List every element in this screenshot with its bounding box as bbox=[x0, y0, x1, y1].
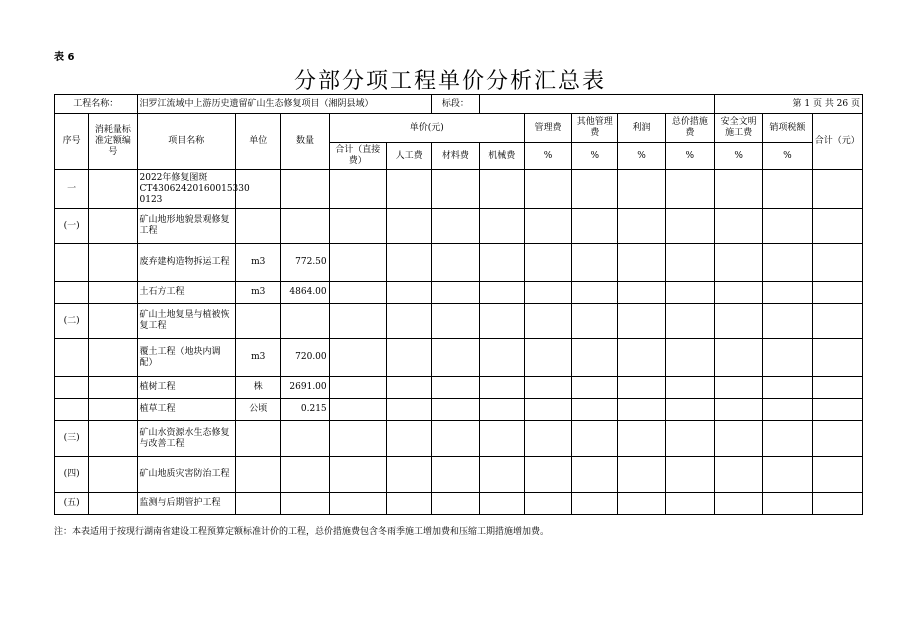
row-seq bbox=[55, 399, 89, 421]
table-row bbox=[55, 244, 863, 282]
row-empty-cell bbox=[763, 304, 812, 339]
pct-other-mgmt: % bbox=[572, 143, 618, 170]
row-seq bbox=[55, 377, 89, 399]
row-seq bbox=[55, 282, 89, 304]
row-quota-code bbox=[89, 244, 137, 282]
row-quota-code bbox=[89, 377, 137, 399]
row-empty-cell bbox=[432, 339, 479, 377]
project-name-value: 汨罗江流域中上游历史遗留矿山生态修复项目（湘阴县域） bbox=[137, 95, 432, 114]
row-empty-cell bbox=[479, 304, 524, 339]
row-quantity: 2691.00 bbox=[281, 377, 329, 399]
row-empty-cell bbox=[329, 421, 386, 457]
row-empty-cell bbox=[479, 421, 524, 457]
row-item-name: 监测与后期管护工程 bbox=[137, 493, 236, 515]
row-empty-cell bbox=[432, 282, 479, 304]
row-empty-cell bbox=[524, 209, 571, 244]
pct-profit: % bbox=[618, 143, 665, 170]
row-quantity: 0.215 bbox=[281, 399, 329, 421]
table-row bbox=[55, 399, 863, 421]
row-empty-cell bbox=[386, 457, 431, 493]
row-item-name: 2022年修复图斑CT43062420160015330 0123 bbox=[137, 170, 236, 209]
row-quota-code bbox=[89, 421, 137, 457]
row-empty-cell bbox=[665, 244, 714, 282]
header-row-1 bbox=[55, 114, 863, 143]
row-empty-cell bbox=[572, 244, 618, 282]
row-empty-cell bbox=[386, 493, 431, 515]
row-empty-cell bbox=[763, 170, 812, 209]
row-empty-cell bbox=[329, 170, 386, 209]
header-seq: 序号 bbox=[55, 114, 89, 170]
row-empty-cell bbox=[763, 377, 812, 399]
header-profit: 利润 bbox=[618, 114, 665, 143]
row-empty-cell bbox=[763, 457, 812, 493]
row-empty-cell bbox=[329, 399, 386, 421]
row-empty-cell bbox=[763, 209, 812, 244]
row-empty-cell bbox=[432, 421, 479, 457]
page-title: 分部分项工程单价分析汇总表 bbox=[293, 69, 606, 94]
row-empty-cell bbox=[524, 493, 571, 515]
row-seq: (五) bbox=[55, 493, 89, 515]
row-empty-cell bbox=[763, 421, 812, 457]
row-empty-cell bbox=[618, 304, 665, 339]
unit-price-analysis-table bbox=[54, 94, 863, 515]
row-quota-code bbox=[89, 457, 137, 493]
table-number: 表 6 bbox=[54, 52, 75, 63]
row-empty-cell bbox=[812, 209, 862, 244]
header-safety-fee: 安全文明施工费 bbox=[714, 114, 762, 143]
table-row bbox=[55, 339, 863, 377]
header-total-measure-fee: 总价措施费 bbox=[665, 114, 714, 143]
row-empty-cell bbox=[714, 457, 762, 493]
row-empty-cell bbox=[524, 244, 571, 282]
table-row bbox=[55, 493, 863, 515]
row-empty-cell bbox=[665, 457, 714, 493]
row-empty-cell bbox=[763, 339, 812, 377]
row-item-name: 矿山土地复垦与植被恢复工程 bbox=[137, 304, 236, 339]
table-row bbox=[55, 304, 863, 339]
row-empty-cell bbox=[714, 421, 762, 457]
row-quota-code bbox=[89, 399, 137, 421]
row-seq: (二) bbox=[55, 304, 89, 339]
table-row bbox=[55, 170, 863, 209]
row-empty-cell bbox=[432, 457, 479, 493]
project-name-label: 工程名称： bbox=[55, 95, 138, 114]
row-quota-code bbox=[89, 170, 137, 209]
row-quota-code bbox=[89, 339, 137, 377]
row-empty-cell bbox=[572, 493, 618, 515]
row-item-name: 植草工程 bbox=[137, 399, 236, 421]
row-empty-cell bbox=[618, 244, 665, 282]
row-empty-cell bbox=[812, 421, 862, 457]
row-empty-cell bbox=[812, 493, 862, 515]
row-empty-cell bbox=[714, 244, 762, 282]
row-empty-cell bbox=[714, 339, 762, 377]
info-row bbox=[55, 95, 863, 114]
row-empty-cell bbox=[572, 399, 618, 421]
header-material: 材料费 bbox=[432, 143, 479, 170]
row-empty-cell bbox=[572, 377, 618, 399]
row-seq: (一) bbox=[55, 209, 89, 244]
pct-vat: % bbox=[763, 143, 812, 170]
row-empty-cell bbox=[665, 209, 714, 244]
row-empty-cell bbox=[618, 282, 665, 304]
row-empty-cell bbox=[714, 493, 762, 515]
row-empty-cell bbox=[812, 304, 862, 339]
header-machine: 机械费 bbox=[479, 143, 524, 170]
row-empty-cell bbox=[714, 399, 762, 421]
row-empty-cell bbox=[329, 339, 386, 377]
row-empty-cell bbox=[329, 377, 386, 399]
row-empty-cell bbox=[572, 170, 618, 209]
row-empty-cell bbox=[572, 457, 618, 493]
row-empty-cell bbox=[432, 493, 479, 515]
row-seq bbox=[55, 339, 89, 377]
table-row bbox=[55, 209, 863, 244]
row-empty-cell bbox=[329, 244, 386, 282]
row-empty-cell bbox=[714, 170, 762, 209]
row-empty-cell bbox=[386, 304, 431, 339]
header-quantity: 数量 bbox=[281, 114, 329, 170]
section-label: 标段： bbox=[432, 95, 479, 114]
table-row bbox=[55, 457, 863, 493]
row-item-name: 废弃建构造物拆运工程 bbox=[137, 244, 236, 282]
footnote: 注：本表适用于按现行湖南省建设工程预算定额标准计价的工程，总价措施费包含冬雨季施工增加费和压缩工期措施增加费。 bbox=[54, 527, 550, 537]
row-quantity: 4864.00 bbox=[281, 282, 329, 304]
row-quota-code bbox=[89, 304, 137, 339]
row-empty-cell bbox=[665, 282, 714, 304]
row-empty-cell bbox=[763, 493, 812, 515]
row-empty-cell bbox=[665, 304, 714, 339]
pct-total-measure: % bbox=[665, 143, 714, 170]
row-quota-code bbox=[89, 493, 137, 515]
section-value bbox=[479, 95, 714, 114]
row-empty-cell bbox=[386, 339, 431, 377]
row-empty-cell bbox=[524, 339, 571, 377]
row-empty-cell bbox=[479, 209, 524, 244]
row-empty-cell bbox=[812, 282, 862, 304]
row-empty-cell bbox=[763, 399, 812, 421]
row-empty-cell bbox=[479, 170, 524, 209]
header-unit-price: 单价(元) bbox=[329, 114, 524, 143]
row-unit bbox=[236, 421, 281, 457]
row-empty-cell bbox=[386, 399, 431, 421]
row-empty-cell bbox=[479, 457, 524, 493]
row-item-name: 覆土工程（地块内调配） bbox=[137, 339, 236, 377]
row-empty-cell bbox=[329, 209, 386, 244]
header-mgmt-fee: 管理费 bbox=[524, 114, 571, 143]
row-empty-cell bbox=[763, 244, 812, 282]
row-unit bbox=[236, 493, 281, 515]
header-subtotal: 合计（直接费） bbox=[329, 143, 386, 170]
row-empty-cell bbox=[572, 339, 618, 377]
row-empty-cell bbox=[665, 170, 714, 209]
row-empty-cell bbox=[665, 399, 714, 421]
row-quantity bbox=[281, 170, 329, 209]
row-empty-cell bbox=[618, 421, 665, 457]
row-empty-cell bbox=[714, 304, 762, 339]
row-empty-cell bbox=[665, 421, 714, 457]
row-quantity: 772.50 bbox=[281, 244, 329, 282]
row-empty-cell bbox=[812, 339, 862, 377]
row-empty-cell bbox=[763, 282, 812, 304]
row-empty-cell bbox=[479, 339, 524, 377]
row-empty-cell bbox=[572, 421, 618, 457]
row-item-name: 矿山地形地貌景观修复工程 bbox=[137, 209, 236, 244]
row-empty-cell bbox=[812, 244, 862, 282]
row-empty-cell bbox=[618, 170, 665, 209]
row-empty-cell bbox=[618, 457, 665, 493]
row-empty-cell bbox=[572, 304, 618, 339]
header-total: 合计（元） bbox=[812, 114, 862, 170]
row-empty-cell bbox=[432, 304, 479, 339]
row-empty-cell bbox=[432, 170, 479, 209]
row-unit bbox=[236, 209, 281, 244]
row-item-name: 矿山水资源水生态修复与改善工程 bbox=[137, 421, 236, 457]
row-empty-cell bbox=[386, 377, 431, 399]
row-seq bbox=[55, 244, 89, 282]
page-indicator: 第 1 页 共 26 页 bbox=[714, 95, 862, 114]
row-empty-cell bbox=[432, 399, 479, 421]
row-unit: 株 bbox=[236, 377, 281, 399]
header-item-name: 项目名称 bbox=[137, 114, 236, 170]
row-empty-cell bbox=[524, 304, 571, 339]
header-unit: 单位 bbox=[236, 114, 281, 170]
pct-mgmt: % bbox=[524, 143, 571, 170]
row-empty-cell bbox=[479, 282, 524, 304]
row-empty-cell bbox=[812, 170, 862, 209]
row-empty-cell bbox=[714, 377, 762, 399]
row-empty-cell bbox=[479, 244, 524, 282]
row-empty-cell bbox=[714, 282, 762, 304]
row-empty-cell bbox=[524, 421, 571, 457]
row-empty-cell bbox=[386, 282, 431, 304]
row-unit bbox=[236, 457, 281, 493]
row-empty-cell bbox=[329, 304, 386, 339]
row-unit: m3 bbox=[236, 244, 281, 282]
row-empty-cell bbox=[665, 339, 714, 377]
row-empty-cell bbox=[329, 493, 386, 515]
header-labor: 人工费 bbox=[386, 143, 431, 170]
row-empty-cell bbox=[524, 170, 571, 209]
header-quota-code: 消耗量标准定额编号 bbox=[89, 114, 137, 170]
row-empty-cell bbox=[812, 457, 862, 493]
row-empty-cell bbox=[665, 377, 714, 399]
row-empty-cell bbox=[432, 377, 479, 399]
pct-safety: % bbox=[714, 143, 762, 170]
row-seq: (三) bbox=[55, 421, 89, 457]
table-row bbox=[55, 282, 863, 304]
row-unit: m3 bbox=[236, 282, 281, 304]
row-empty-cell bbox=[572, 282, 618, 304]
row-empty-cell bbox=[618, 377, 665, 399]
row-empty-cell bbox=[432, 244, 479, 282]
row-seq: 一 bbox=[55, 170, 89, 209]
row-quantity bbox=[281, 457, 329, 493]
row-empty-cell bbox=[524, 377, 571, 399]
row-empty-cell bbox=[524, 457, 571, 493]
header-vat: 销项税额 bbox=[763, 114, 812, 143]
row-empty-cell bbox=[386, 244, 431, 282]
row-empty-cell bbox=[572, 209, 618, 244]
row-item-name: 矿山地质灾害防治工程 bbox=[137, 457, 236, 493]
row-empty-cell bbox=[618, 339, 665, 377]
row-empty-cell bbox=[812, 377, 862, 399]
row-empty-cell bbox=[329, 457, 386, 493]
row-unit: 公顷 bbox=[236, 399, 281, 421]
row-item-name: 土石方工程 bbox=[137, 282, 236, 304]
row-quota-code bbox=[89, 209, 137, 244]
row-empty-cell bbox=[479, 377, 524, 399]
row-quantity bbox=[281, 209, 329, 244]
row-empty-cell bbox=[432, 209, 479, 244]
row-empty-cell bbox=[524, 399, 571, 421]
row-empty-cell bbox=[665, 493, 714, 515]
row-quantity bbox=[281, 304, 329, 339]
row-item-name: 植树工程 bbox=[137, 377, 236, 399]
row-empty-cell bbox=[479, 493, 524, 515]
row-empty-cell bbox=[618, 493, 665, 515]
row-empty-cell bbox=[479, 399, 524, 421]
row-empty-cell bbox=[386, 170, 431, 209]
row-empty-cell bbox=[812, 399, 862, 421]
row-seq: (四) bbox=[55, 457, 89, 493]
row-empty-cell bbox=[618, 209, 665, 244]
row-unit: m3 bbox=[236, 339, 281, 377]
row-quantity bbox=[281, 421, 329, 457]
row-quantity bbox=[281, 493, 329, 515]
row-empty-cell bbox=[386, 209, 431, 244]
row-unit bbox=[236, 304, 281, 339]
table-row bbox=[55, 377, 863, 399]
row-empty-cell bbox=[618, 399, 665, 421]
table-row bbox=[55, 421, 863, 457]
row-empty-cell bbox=[714, 209, 762, 244]
row-empty-cell bbox=[386, 421, 431, 457]
row-quota-code bbox=[89, 282, 137, 304]
row-empty-cell bbox=[524, 282, 571, 304]
header-other-mgmt-fee: 其他管理费 bbox=[572, 114, 618, 143]
row-quantity: 720.00 bbox=[281, 339, 329, 377]
row-empty-cell bbox=[329, 282, 386, 304]
